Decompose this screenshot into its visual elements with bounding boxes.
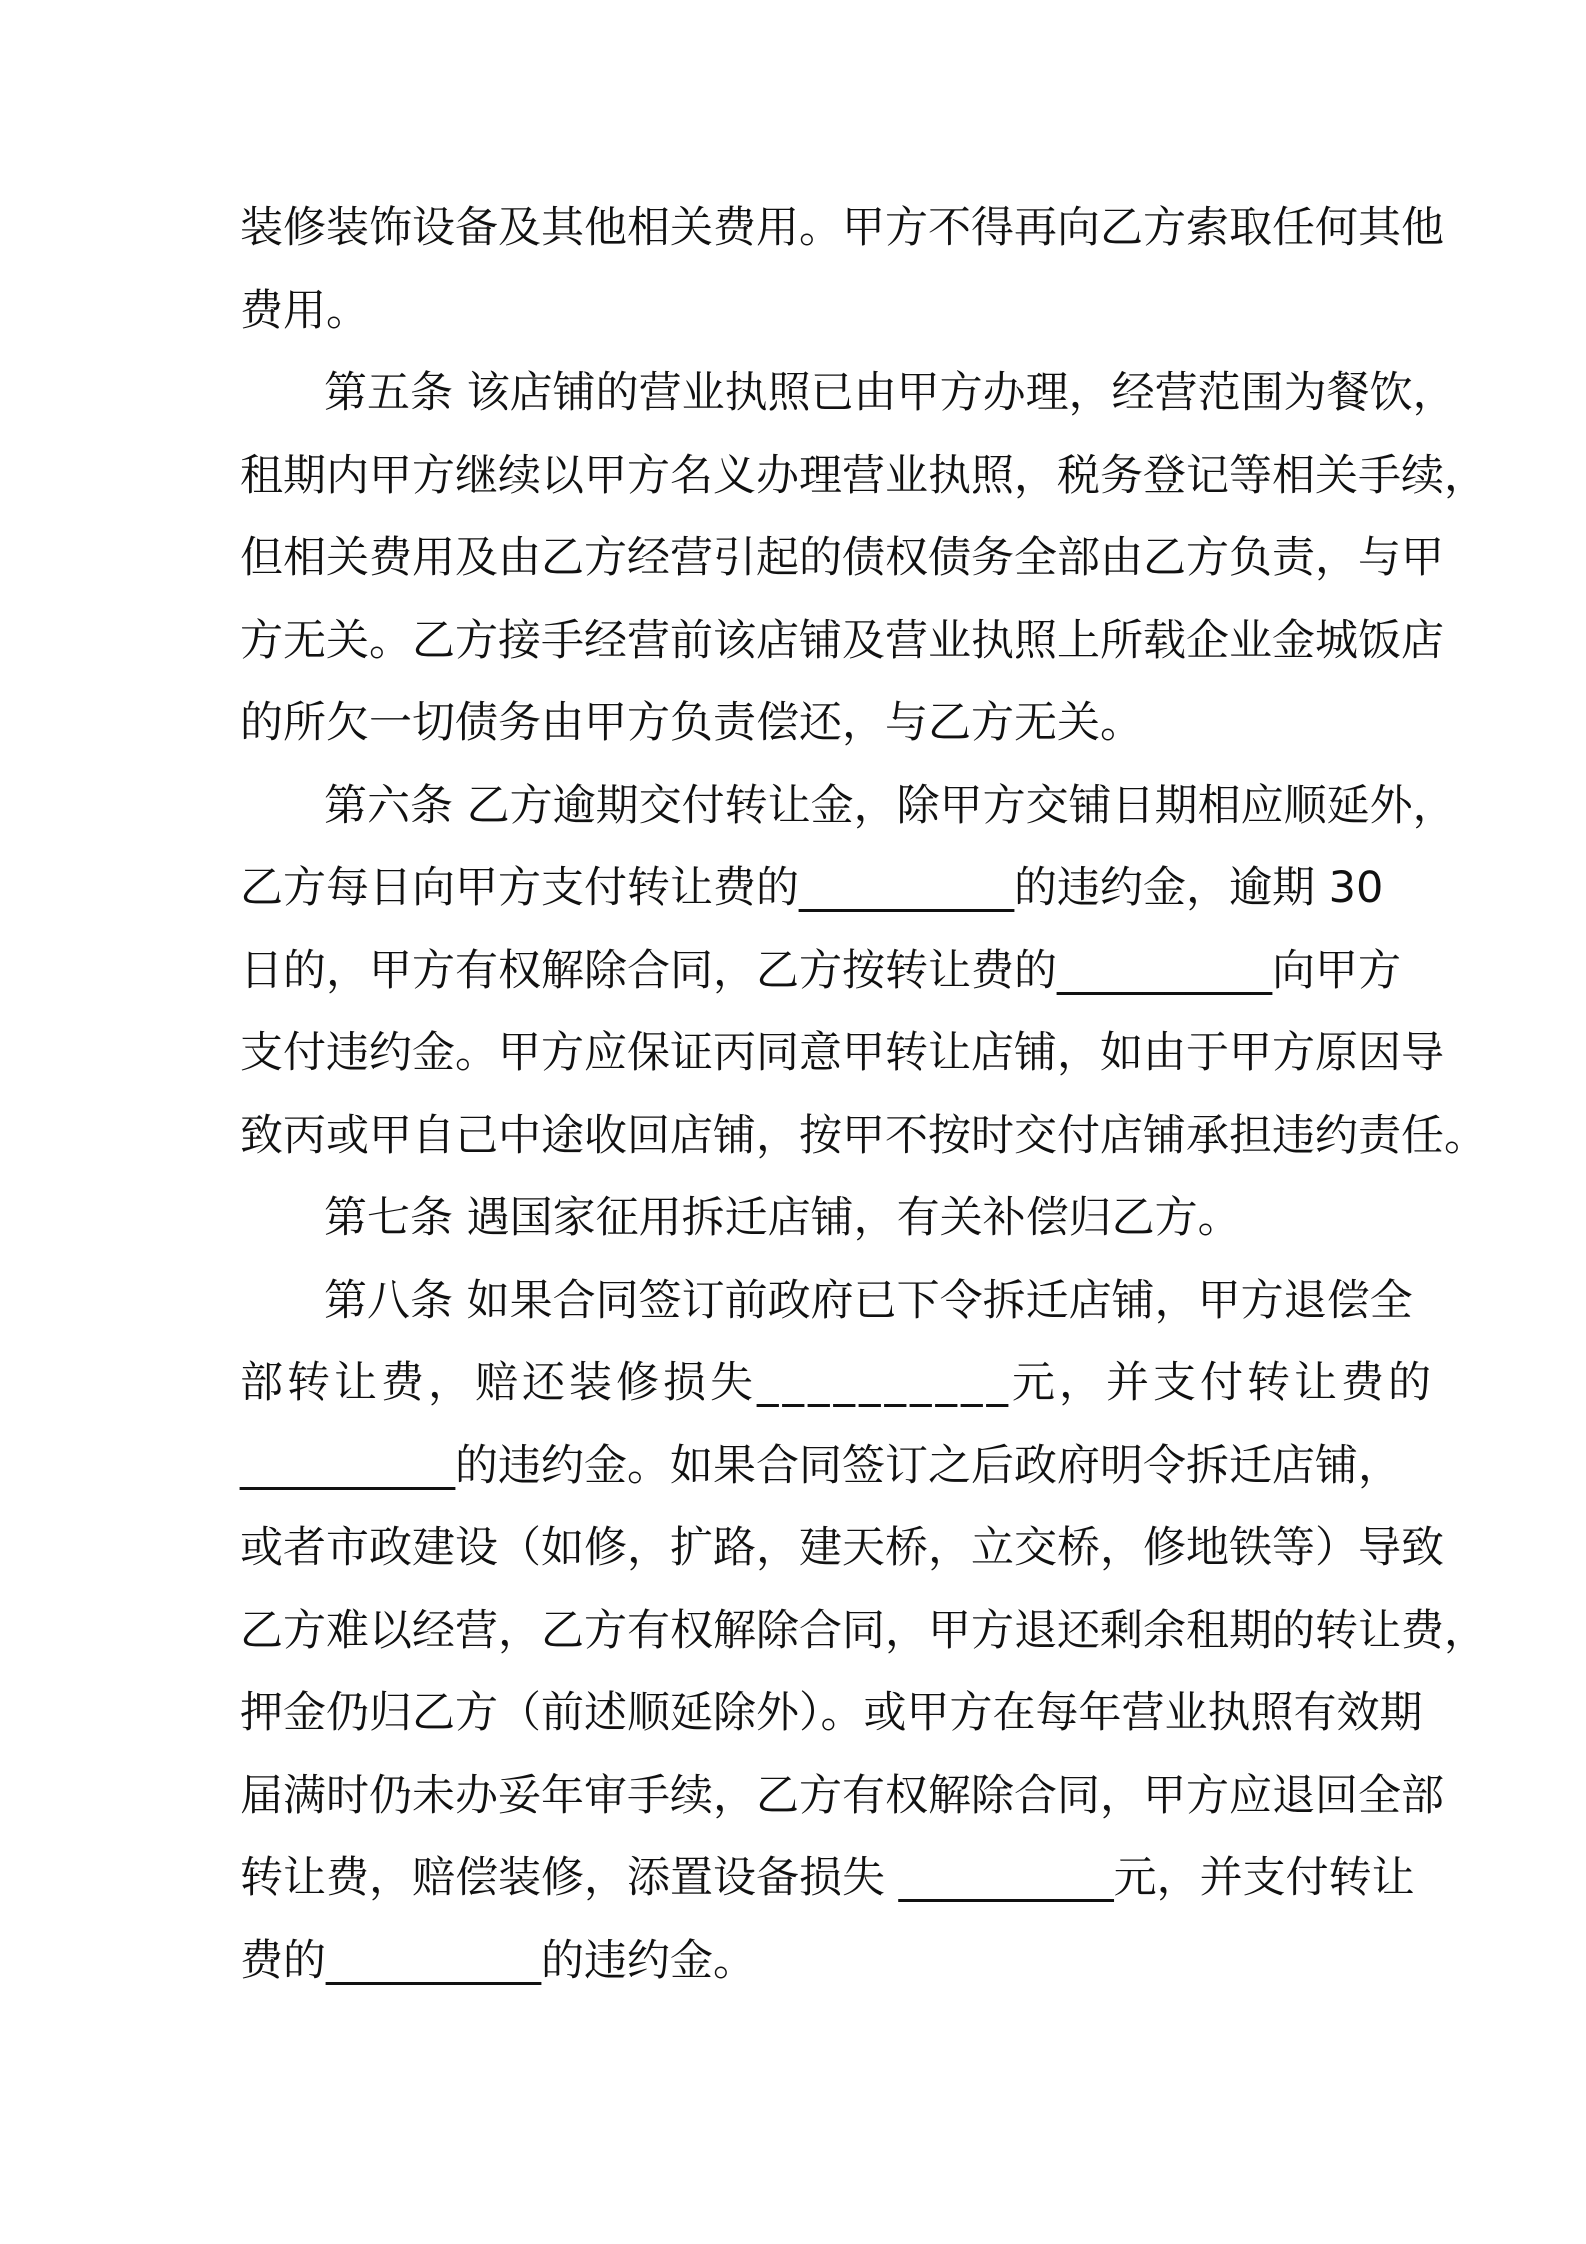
text-line: 租期内甲方继续以甲方名义办理营业执照，税务登记等相关手续，: [240, 451, 1487, 501]
text-line: 乙方每日向甲方支付转让费的__________的违约金，逾期 30: [240, 863, 1384, 913]
text-line: 或者市政建设（如修，扩路，建天桥，立交桥，修地铁等）导致: [240, 1523, 1444, 1573]
article-6-heading-line: 第六条 乙方逾期交付转让金，除甲方交铺日期相应顺延外，: [324, 781, 1456, 831]
text-line: 但相关费用及由乙方经营引起的债权债务全部由乙方负责，与甲: [240, 533, 1444, 583]
article-8-heading-line: 第八条 如果合同签订前政府已下令拆迁店铺，甲方退偿全: [324, 1276, 1413, 1326]
text-line: 费用。: [240, 286, 369, 336]
text-line: __________的违约金。如果合同签订之后政府明令拆迁店铺，: [240, 1441, 1401, 1491]
text-line: 届满时仍未办妥年审手续，乙方有权解除合同，甲方应退回全部: [240, 1771, 1444, 1821]
text-line: 支付违约金。甲方应保证丙同意甲转让店铺，如由于甲方原因导: [240, 1028, 1444, 1078]
article-5-heading-line: 第五条 该店铺的营业执照已由甲方办理，经营范围为餐饮，: [324, 368, 1456, 418]
text-line: 致丙或甲自己中途收回店铺，按甲不按时交付店铺承担违约责任。: [240, 1111, 1487, 1161]
text-line: 日的，甲方有权解除合同，乙方按转让费的__________向甲方: [240, 946, 1401, 996]
text-line: 部转让费，赔还装修损失__________元，并支付转让费的: [240, 1358, 1435, 1408]
text-line: 费的__________的违约金。: [240, 1936, 756, 1986]
text-line: 转让费，赔偿装修，添置设备损失 __________元，并支付转让: [240, 1853, 1415, 1903]
text-line: 方无关。乙方接手经营前该店铺及营业执照上所载企业金城饭店: [240, 616, 1444, 666]
article-7-line: 第七条 遇国家征用拆迁店铺，有关补偿归乙方。: [324, 1193, 1241, 1243]
text-line: 押金仍归乙方（前述顺延除外）。或甲方在每年营业执照有效期: [240, 1688, 1423, 1738]
text-line: 的所欠一切债务由甲方负责偿还，与乙方无关。: [240, 698, 1143, 748]
text-line: 装修装饰设备及其他相关费用。甲方不得再向乙方索取任何其他: [240, 203, 1444, 253]
text-line: 乙方难以经营，乙方有权解除合同，甲方退还剩余租期的转让费，: [240, 1606, 1487, 1656]
